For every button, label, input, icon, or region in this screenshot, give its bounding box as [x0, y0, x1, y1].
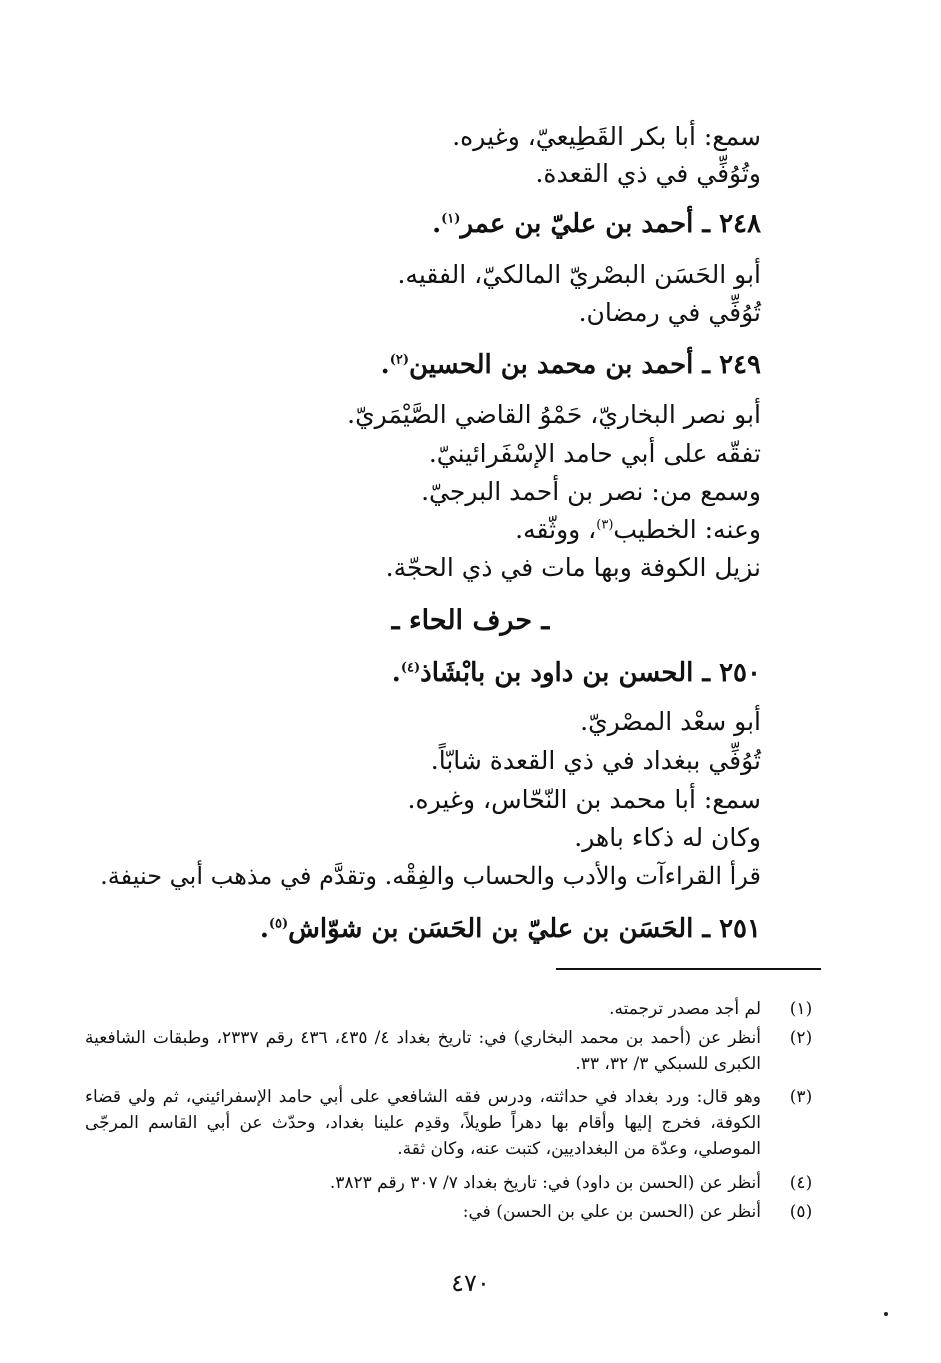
footnote-text: أنظر عن (أحمد بن محمد البخاري) في: تاريخ بغداد ٤/ ٤٣٥، ٤٣٦ رقم ٢٣٣٧، وطبقات الشافعية الكبرى للسبكي ٣/ ٣٢، ٣٣.	[85, 1028, 761, 1074]
section-title: ـ حرف الحاء ـ	[391, 605, 550, 636]
footnote-text: أنظر عن (الحسن بن داود) في: تاريخ بغداد ٧/ ٣٠٧ رقم ٣٨٢٣.	[329, 1173, 761, 1193]
body-line: وسمع من: نصر بن أحمد البرجيّ.	[421, 477, 761, 506]
footnote-ref[interactable]: (١)	[441, 211, 461, 227]
body-line: أبو سعْد المصْريّ.	[580, 707, 761, 736]
entry-heading-251: ٢٥١ ـ الحَسَن بن عليّ بن الحَسَن بن شوّاش$^{(٥)}$.	[259, 914, 761, 944]
scan-speck	[884, 1312, 888, 1316]
footnote-ref[interactable]: (٤)	[400, 660, 421, 676]
footnote-number: (٢)	[789, 1028, 813, 1048]
body-line: وتُوُفِّي في ذي القعدة.	[535, 159, 761, 188]
entry-heading-249: ٢٤٩ ـ أحمد بن محمد بن الحسين$^{(٢)}$.	[380, 350, 761, 380]
footnote-text: لم أجد مصدر ترجمته.	[609, 999, 761, 1019]
body-line: أبو نصر البخاريّ، حَمْوُ القاضي الصَّيْمَريّ.	[347, 400, 761, 429]
body-line: تُوُفِّي في رمضان.	[578, 298, 761, 327]
body-line: سمع: أبا بكر القَطِيعيّ، وغيره.	[452, 122, 761, 151]
body-line: تفقّه على أبي حامد الإسْفَرائينيّ.	[428, 439, 761, 468]
body-line: قرأ القراءآت والأدب والحساب والفِقْه. وتقدَّم في مذهب أبي حنيفة.	[100, 862, 761, 890]
body-line: وعنه: الخطيب$^{(٣)}$، ووثّقه.	[515, 515, 761, 544]
body-line: سمع: أبا محمد بن النّحّاس، وغيره.	[407, 785, 761, 814]
footnote-separator	[556, 968, 821, 970]
body-line: نزيل الكوفة وبها مات في ذي الحجّة.	[385, 553, 761, 582]
body-line: تُوُفِّي ببغداد في ذي القعدة شابّاً.	[430, 746, 761, 775]
footnote-number: (٣)	[789, 1087, 813, 1107]
footnote-number: (٥)	[789, 1202, 813, 1222]
footnote-number: (١)	[789, 999, 813, 1019]
footnote-number: (٤)	[789, 1173, 813, 1193]
entry-heading-248: ٢٤٨ ـ أحمد بن عليّ بن عمر$^{(١)}$.	[432, 209, 761, 239]
page-number: ٤٧٠	[451, 1269, 490, 1297]
footnote-ref[interactable]: (٣)	[596, 517, 614, 533]
footnote-text: أنظر عن (الحسن بن علي بن الحسن) في:	[462, 1202, 761, 1222]
body-line: وكان له ذكاء باهر.	[574, 823, 761, 852]
body-line: أبو الحَسَن البصْريّ المالكيّ، الفقيه.	[397, 260, 761, 289]
footnote-ref[interactable]: (٥)	[268, 916, 289, 932]
footnote-text: وهو قال: ورد بغداد في حداثته، ودرس فقه الشافعي على أبي حامد الإسفرائيني، ثم ولي قضاء الكوفة، فخرج إليها وأقام بها دهراً طويلاً، وقدِم علينا بغداد، وحدّث عن أبي القاسم المرجّى الموصلي، وعدّة من البغداديين، كتبت عنه، وكان ثقة.	[85, 1087, 761, 1159]
entry-heading-250: ٢٥٠ ـ الحسن بن داود بن بابْشَاذ$^{(٤)}$.	[391, 658, 761, 688]
footnote-ref[interactable]: (٢)	[389, 352, 409, 368]
